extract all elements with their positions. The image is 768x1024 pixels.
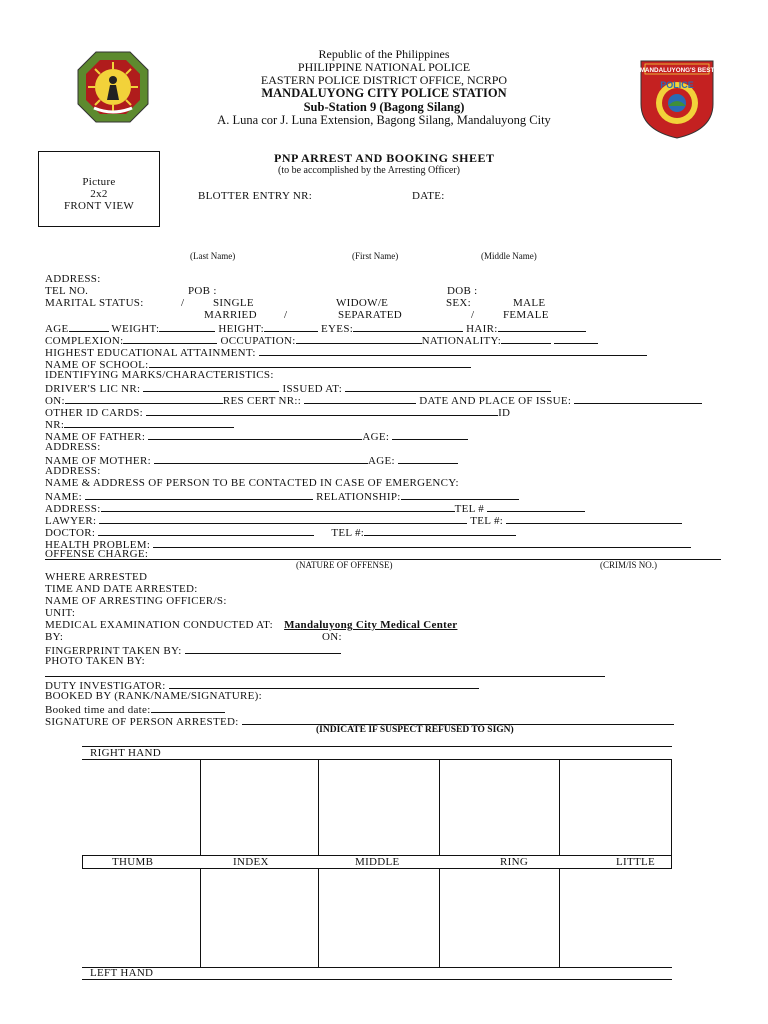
- occupation-line[interactable]: [296, 333, 422, 344]
- left-index-print-box[interactable]: [201, 870, 318, 966]
- other-id-label: OTHER ID CARDS:: [45, 407, 144, 419]
- emergency-name-line[interactable]: [85, 489, 313, 500]
- marital-status-label: MARITAL STATUS:: [45, 297, 144, 309]
- duty-investigator-label: DUTY INVESTIGATOR:: [45, 680, 166, 692]
- badge-top-text: MANDALUYONG'S BEST: [639, 67, 715, 74]
- mother-age-label: AGE:: [368, 455, 395, 467]
- marks-label: IDENTIFYING MARKS/CHARACTERISTICS:: [45, 369, 274, 381]
- widow-option[interactable]: WIDOW/E: [336, 297, 389, 309]
- left-middle-print-box[interactable]: [319, 870, 439, 966]
- photo-taken-line[interactable]: [45, 676, 605, 677]
- dob-label: DOB :: [447, 285, 478, 297]
- weight-label: WEIGHT:: [111, 323, 160, 335]
- duty-investigator-line[interactable]: [169, 678, 479, 689]
- date-place-label: DATE AND PLACE OF ISSUE:: [419, 395, 572, 407]
- father-age-line[interactable]: [392, 429, 468, 440]
- little-label: LITTLE: [616, 856, 656, 868]
- relationship-label: RELATIONSHIP:: [316, 491, 401, 503]
- medical-on-label: ON:: [322, 631, 342, 643]
- other-id-line[interactable]: [146, 405, 498, 416]
- male-option[interactable]: MALE: [513, 297, 546, 309]
- occupation-label: OCCUPATION:: [220, 335, 296, 347]
- signature-line[interactable]: [242, 714, 674, 725]
- res-cert-label: RES CERT NR::: [222, 395, 302, 407]
- health-label: HEALTH PROBLEM:: [45, 539, 151, 551]
- doctor-line[interactable]: [98, 525, 314, 536]
- on-line[interactable]: [65, 393, 223, 404]
- left-ring-print-box[interactable]: [440, 870, 559, 966]
- nr-label: NR:: [45, 419, 65, 431]
- emergency-label: NAME & ADDRESS OF PERSON TO BE CONTACTED IN CASE OF EMERGENCY:: [45, 477, 459, 489]
- refused-note: (INDICATE IF SUSPECT REFUSED TO SIGN): [316, 725, 514, 735]
- mother-line[interactable]: [154, 453, 368, 464]
- mother-label: NAME OF MOTHER:: [45, 455, 151, 467]
- emergency-name-label: NAME:: [45, 491, 82, 503]
- thumb-label: THUMB: [112, 856, 154, 868]
- form-title: PNP ARREST AND BOOKING SHEET: [274, 151, 495, 165]
- single-option[interactable]: SINGLE: [213, 297, 254, 309]
- crim-no-label: (CRIM/IS NO.): [600, 560, 658, 570]
- picture-view: FRONT VIEW: [63, 200, 135, 212]
- fingerprint-taken-label: FINGERPRINT TAKEN BY:: [45, 645, 182, 657]
- eyes-line[interactable]: [353, 321, 463, 332]
- lawyer-tel-label: TEL #:: [470, 515, 504, 527]
- separated-option[interactable]: SEPARATED: [338, 309, 403, 321]
- tel-label: TEL NO.: [45, 285, 89, 297]
- drivers-lic-line[interactable]: [143, 381, 279, 392]
- right-hand-top-line: [82, 746, 672, 747]
- father-age-label: AGE:: [362, 431, 390, 443]
- left-thumb-print-box[interactable]: [82, 870, 200, 966]
- picture-2x2-box[interactable]: [38, 151, 160, 227]
- father-line[interactable]: [148, 429, 362, 440]
- emergency-tel-line[interactable]: [487, 501, 585, 512]
- right-middle-print-box[interactable]: [319, 760, 439, 854]
- picture-label: Picture: [82, 176, 116, 188]
- emergency-address-line[interactable]: [101, 501, 455, 512]
- height-label: HEIGHT:: [218, 323, 264, 335]
- where-arrested-label: WHERE ARRESTED: [45, 571, 148, 583]
- header-substation: Sub-Station 9 (Bagong Silang): [303, 100, 465, 114]
- index-label: INDEX: [233, 856, 269, 868]
- left-hand-top-line: [82, 967, 672, 968]
- header-pnp: PHILIPPINE NATIONAL POLICE: [297, 60, 471, 74]
- nr-line[interactable]: [64, 417, 234, 428]
- issued-at-line[interactable]: [345, 381, 551, 392]
- father-label: NAME OF FATHER:: [45, 431, 146, 443]
- nationality-line-2[interactable]: [554, 333, 598, 344]
- sex-label: SEX:: [446, 297, 472, 309]
- left-hand-label: LEFT HAND: [90, 967, 154, 979]
- complexion-line[interactable]: [123, 333, 217, 344]
- nationality-line[interactable]: [501, 333, 551, 344]
- eyes-label: EYES:: [321, 323, 354, 335]
- nature-offense-label: (NATURE OF OFFENSE): [296, 560, 393, 570]
- middle-name-label: (Middle Name): [481, 251, 537, 261]
- health-line[interactable]: [153, 537, 691, 548]
- booked-by-label: BOOKED BY (RANK/NAME/SIGNATURE):: [45, 690, 262, 702]
- lawyer-line[interactable]: [99, 513, 467, 524]
- lawyer-label: LAWYER:: [45, 515, 97, 527]
- arresting-officers-label: NAME OF ARRESTING OFFICER/S:: [45, 595, 227, 607]
- doctor-tel-label: TEL #:: [331, 527, 365, 539]
- age-label: AGE: [45, 323, 69, 335]
- mother-address-label: ADDRESS:: [45, 465, 101, 477]
- header-station: MANDALUYONG CITY POLICE STATION: [261, 86, 507, 100]
- form-subtitle: (to be accomplished by the Arresting Officer): [278, 165, 460, 176]
- header-district: EASTERN POLICE DISTRICT OFFICE, NCRPO: [260, 73, 508, 87]
- right-ring-print-box[interactable]: [440, 760, 559, 854]
- left-little-print-box[interactable]: [560, 870, 671, 966]
- complexion-label: COMPLEXION:: [45, 335, 124, 347]
- ring-label: RING: [500, 856, 529, 868]
- medical-by-label: BY:: [45, 631, 64, 643]
- offense-label: OFFENSE CHARGE:: [45, 548, 149, 560]
- medical-exam-label: MEDICAL EXAMINATION CONDUCTED AT:: [45, 619, 274, 631]
- education-line[interactable]: [259, 345, 647, 356]
- lawyer-tel-line[interactable]: [506, 513, 682, 524]
- hair-line[interactable]: [498, 321, 586, 332]
- relationship-line[interactable]: [401, 489, 519, 500]
- school-line[interactable]: [149, 357, 471, 368]
- date-place-line[interactable]: [574, 393, 702, 404]
- emergency-address-label: ADDRESS:: [45, 503, 101, 515]
- height-line[interactable]: [264, 321, 318, 332]
- fingerprint-taken-line[interactable]: [185, 643, 341, 654]
- time-date-arrested-label: TIME AND DATE ARRESTED:: [45, 583, 198, 595]
- signature-label: SIGNATURE OF PERSON ARRESTED:: [45, 716, 239, 728]
- married-option[interactable]: MARRIED: [204, 309, 257, 321]
- left-hand-bottom-line: [82, 979, 672, 980]
- middle-label: MIDDLE: [355, 856, 400, 868]
- photo-taken-label: PHOTO TAKEN BY:: [45, 655, 145, 667]
- nationality-label: NATIONALITY:: [421, 335, 502, 347]
- last-name-label: (Last Name): [190, 251, 236, 261]
- id-label: ID: [498, 407, 511, 419]
- doctor-label: DOCTOR:: [45, 527, 96, 539]
- slash: /: [181, 297, 185, 309]
- badge-police-text: POLICE: [660, 80, 694, 90]
- education-label: HIGHEST EDUCATIONAL ATTAINMENT:: [45, 347, 256, 359]
- slash: /: [471, 309, 475, 321]
- drivers-lic-label: DRIVER'S LIC NR:: [45, 383, 141, 395]
- slash: /: [284, 309, 288, 321]
- weight-line[interactable]: [159, 321, 215, 332]
- father-address-label: ADDRESS:: [45, 441, 101, 453]
- right-index-print-box[interactable]: [201, 760, 318, 854]
- right-thumb-print-box[interactable]: [82, 760, 200, 854]
- blotter-entry-label: BLOTTER ENTRY NR:: [198, 190, 313, 202]
- emergency-tel-label: TEL #: [454, 503, 485, 515]
- doctor-tel-line[interactable]: [364, 525, 516, 536]
- header-address: A. Luna cor J. Luna Extension, Bagong Silang, Mandaluyong City: [217, 113, 551, 127]
- picture-size: 2x2: [90, 188, 108, 200]
- age-line[interactable]: [69, 321, 109, 332]
- hair-label: HAIR:: [466, 323, 498, 335]
- school-label: NAME OF SCHOOL:: [45, 359, 149, 371]
- res-cert-line[interactable]: [304, 393, 416, 404]
- date-label: DATE:: [412, 190, 445, 202]
- first-name-label: (First Name): [352, 251, 399, 261]
- booked-time-line[interactable]: [151, 702, 225, 713]
- right-little-print-box[interactable]: [560, 760, 671, 854]
- pob-label: POB :: [188, 285, 217, 297]
- issued-at-label: ISSUED AT:: [282, 383, 343, 395]
- booked-time-label: Booked time and date:: [45, 704, 151, 716]
- unit-label: UNIT:: [45, 607, 76, 619]
- right-hand-label: RIGHT HAND: [90, 747, 161, 759]
- on-label: ON:: [45, 395, 65, 407]
- mother-age-line[interactable]: [398, 453, 458, 464]
- medical-center-value: Mandaluyong City Medical Center: [284, 619, 458, 631]
- female-option[interactable]: FEMALE: [503, 309, 549, 321]
- header-republic: Republic of the Philippines: [318, 47, 450, 61]
- address-label: ADDRESS:: [45, 273, 101, 285]
